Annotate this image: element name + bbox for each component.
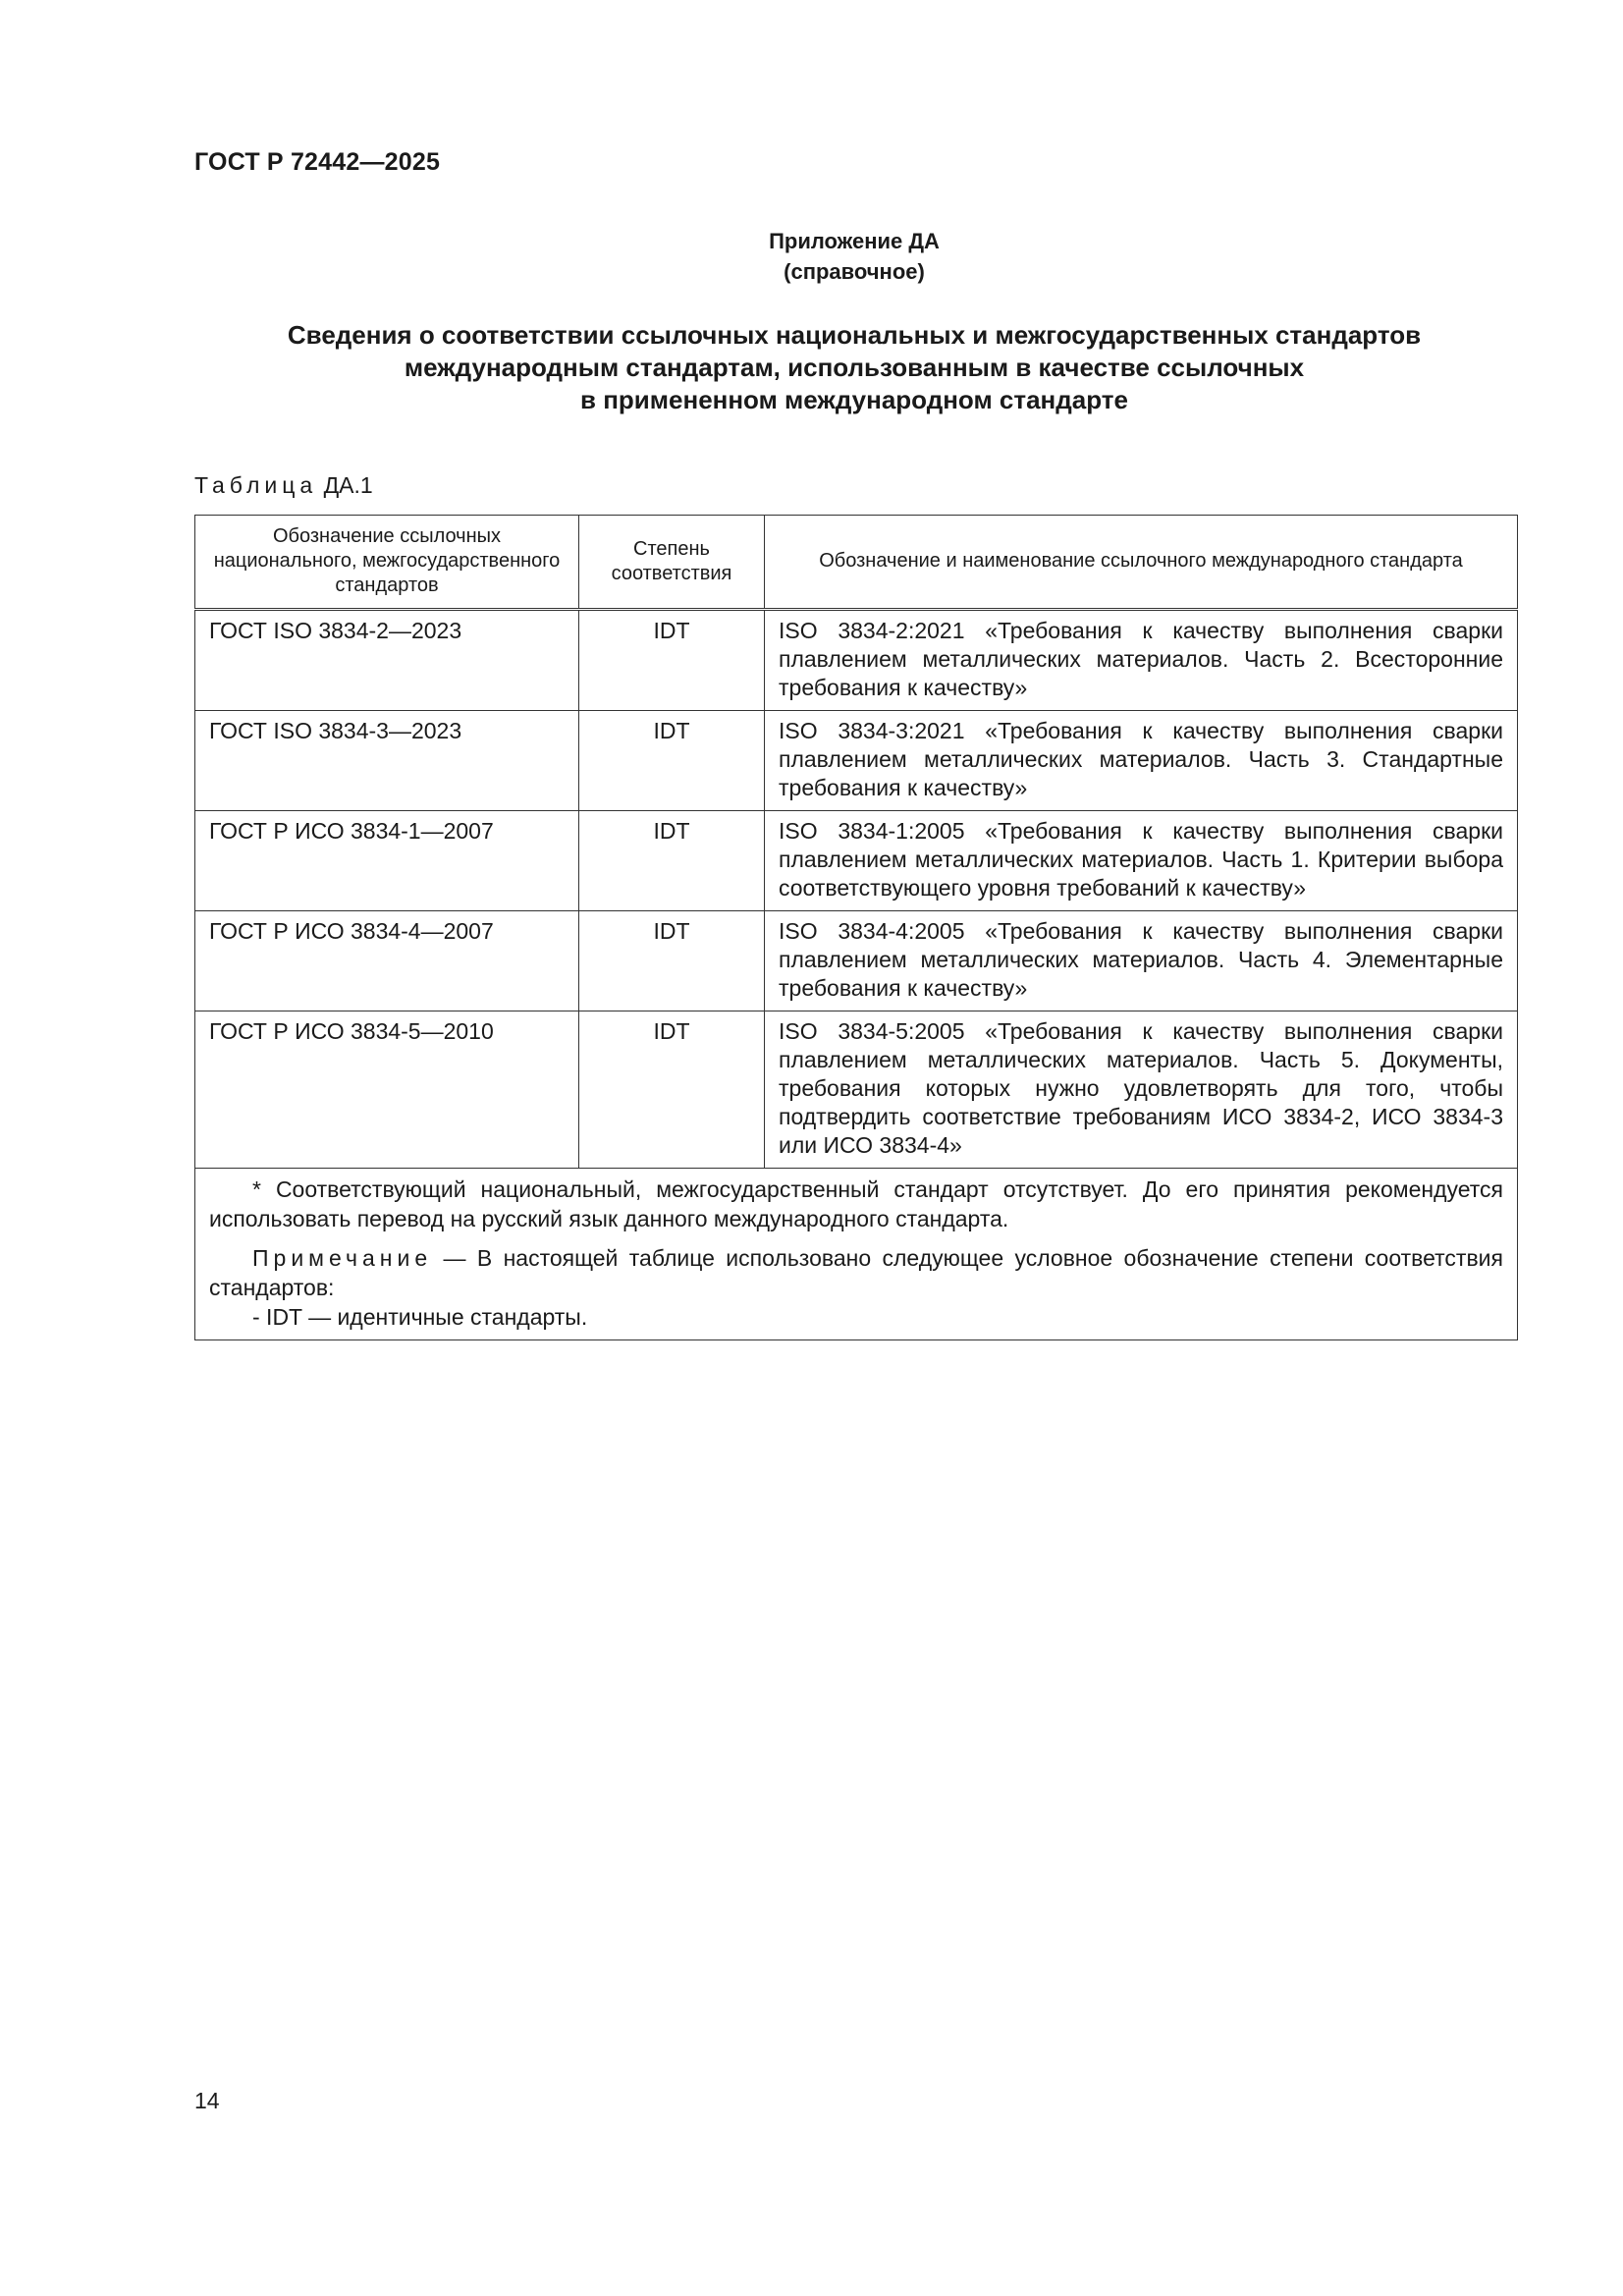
page-title-line: в примененном международном стандарте xyxy=(580,385,1128,414)
appendix-subtitle: (справочное) xyxy=(784,259,925,284)
cell-degree: IDT xyxy=(579,610,765,711)
cell-designation: ГОСТ Р ИСО 3834-5—2010 xyxy=(195,1011,579,1169)
cell-designation: ГОСТ Р ИСО 3834-4—2007 xyxy=(195,911,579,1011)
cell-international: ISO 3834-4:2005 «Требования к качеству выполнения сварки плавлением металлических материалов. Часть 4. Элементарные требования к качеству» xyxy=(765,911,1518,1011)
table-footnote: * Соответствующий национальный, межгосударственный стандарт отсутствует. До его принятия рекомендуется использовать перевод на русский язык данного международного стандарта. xyxy=(209,1176,1503,1231)
cell-international: ISO 3834-1:2005 «Требования к качеству выполнения сварки плавлением металлических материалов. Часть 1. Критерии выбора соответствующего уровня требований к качеству» xyxy=(765,811,1518,911)
table-row xyxy=(195,1011,1518,1169)
table-row xyxy=(195,610,1518,711)
table-row xyxy=(195,911,1518,1011)
column-header-degree: Степень соответствия xyxy=(579,516,765,610)
cell-designation: ГОСТ ISO 3834-3—2023 xyxy=(195,711,579,811)
note-label: Примечание xyxy=(252,1245,433,1271)
table-row xyxy=(195,811,1518,911)
table-row xyxy=(195,711,1518,811)
page-title xyxy=(0,319,1623,416)
note-text: — В настоящей таблице использовано следующее условное обозначение степени соответствия стандартов: xyxy=(209,1245,1503,1300)
cell-degree: IDT xyxy=(579,911,765,1011)
cell-designation: ГОСТ ISO 3834-2—2023 xyxy=(195,610,579,711)
page-number: 14 xyxy=(194,2088,220,2113)
cell-designation: ГОСТ Р ИСО 3834-1—2007 xyxy=(195,811,579,911)
column-header-designation: Обозначение ссылочных национального, межгосударственного стандартов xyxy=(195,516,579,610)
cell-degree: IDT xyxy=(579,711,765,811)
appendix-title: Приложение ДА xyxy=(769,229,940,253)
column-header-international: Обозначение и наименование ссылочного международного стандарта xyxy=(765,516,1518,610)
table-caption xyxy=(194,472,373,499)
cell-international: ISO 3834-2:2021 «Требования к качеству выполнения сварки плавлением металлических материалов. Часть 2. Всесторонние требования к качеству» xyxy=(765,610,1518,711)
note-item: - IDT — идентичные стандарты. xyxy=(252,1304,588,1330)
table-notes-row xyxy=(195,1169,1518,1340)
cell-international: ISO 3834-5:2005 «Требования к качеству выполнения сварки плавлением металлических материалов. Часть 5. Документы, требования которых нужно удовлетворять для того, чтобы подтвердить соответствие требованиям ИСО 3834-2, ИСО 3834-3 или ИСО 3834-4» xyxy=(765,1011,1518,1169)
table-note xyxy=(209,1243,1503,1302)
appendix-heading xyxy=(0,226,1623,287)
table-caption-number: ДА.1 xyxy=(323,472,373,498)
standards-table xyxy=(194,515,1518,1340)
cell-degree: IDT xyxy=(579,811,765,911)
page-title-line: международным стандартам, использованным в качестве ссылочных xyxy=(404,353,1305,382)
table-header-row xyxy=(195,516,1518,610)
page-title-line: Сведения о соответствии ссылочных национальных и межгосударственных стандартов xyxy=(287,320,1422,350)
table-notes xyxy=(195,1169,1518,1340)
table-caption-word: Таблица xyxy=(194,472,318,498)
cell-international: ISO 3834-3:2021 «Требования к качеству выполнения сварки плавлением металлических материалов. Часть 3. Стандартные требования к качеству» xyxy=(765,711,1518,811)
document-code: ГОСТ Р 72442—2025 xyxy=(194,148,441,176)
cell-degree: IDT xyxy=(579,1011,765,1169)
